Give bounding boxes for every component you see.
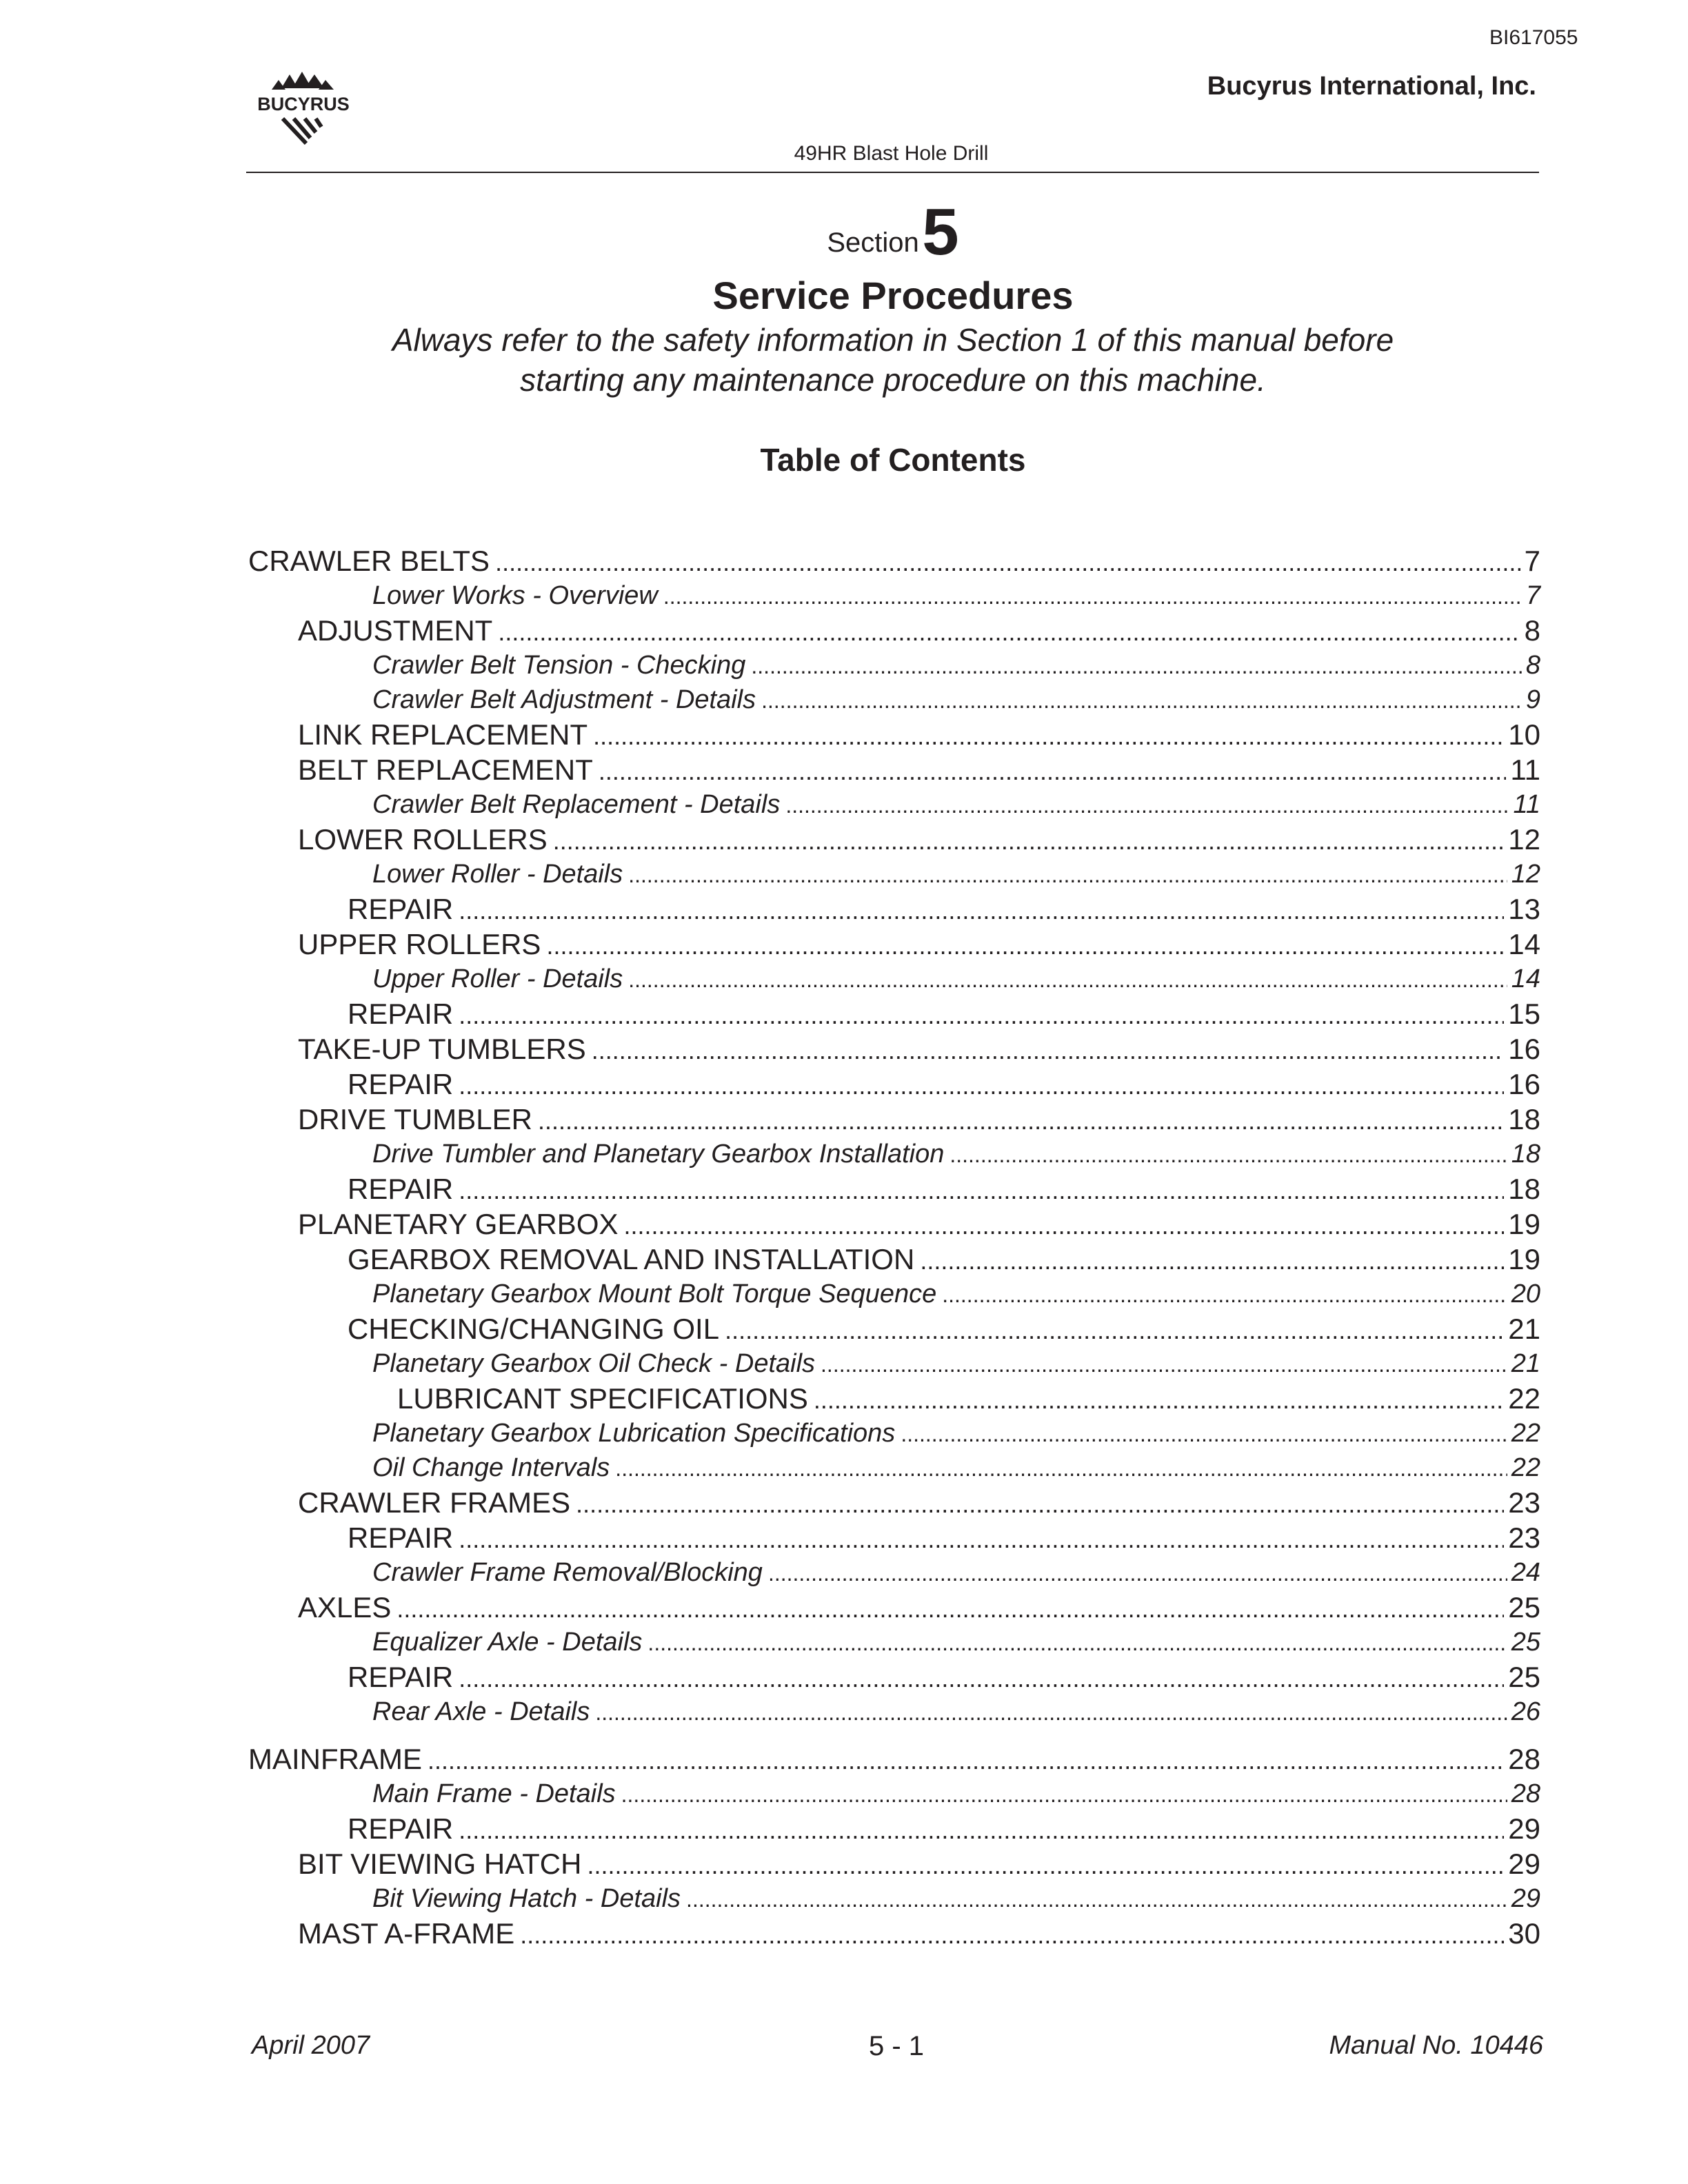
toc-dot-leader — [624, 1208, 1505, 1243]
toc-entry-title: Crawler Frame Removal/Blocking — [372, 1558, 763, 1587]
toc-dot-leader — [576, 1486, 1504, 1521]
toc-entry-page: 25 — [1508, 1661, 1540, 1693]
toc-entry[interactable] — [248, 1916, 1540, 1951]
toc-entry-page: 22 — [1511, 1419, 1540, 1448]
toc-entry-title: Lower Roller - Details — [372, 860, 623, 889]
toc-entry-page: 13 — [1508, 893, 1540, 925]
toc-entry-title: REPAIR — [348, 893, 454, 925]
toc-dot-leader — [459, 1812, 1504, 1848]
toc-dot-leader — [942, 1277, 1507, 1312]
toc-entry[interactable] — [248, 1695, 1540, 1729]
toc-entry-page: 18 — [1511, 1140, 1540, 1169]
toc-entry[interactable] — [248, 1311, 1540, 1346]
toc-entry-title: REPAIR — [348, 998, 454, 1030]
toc-entry-title: AXLES — [298, 1591, 392, 1624]
section-number: 5 — [922, 195, 959, 269]
toc-entry[interactable] — [248, 648, 1540, 682]
toc-entry[interactable] — [248, 1066, 1540, 1102]
toc-dot-leader — [686, 1882, 1507, 1917]
section-label: Section — [827, 228, 919, 258]
toc-dot-leader — [553, 823, 1505, 858]
toc-entry[interactable] — [248, 1416, 1540, 1450]
toc-entry[interactable] — [248, 1485, 1540, 1520]
toc-entry[interactable] — [248, 1625, 1540, 1659]
toc-entry[interactable] — [248, 1381, 1540, 1416]
toc-entry-page: 11 — [1510, 754, 1540, 786]
toc-entry[interactable] — [248, 1206, 1540, 1242]
svg-text:BUCYRUS: BUCYRUS — [257, 94, 350, 114]
toc-dot-leader — [520, 1917, 1504, 1952]
toc-entry-title: LOWER ROLLERS — [298, 823, 547, 856]
toc-entry-page: 22 — [1511, 1453, 1540, 1482]
toc-entry-page: 29 — [1511, 1884, 1540, 1913]
toc-dot-leader — [628, 962, 1507, 997]
toc-entry-page: 28 — [1511, 1779, 1540, 1808]
toc-entry[interactable] — [248, 1520, 1540, 1555]
toc-dot-leader — [546, 928, 1504, 963]
toc-entry[interactable] — [248, 1846, 1540, 1881]
toc-entry-page: 19 — [1508, 1208, 1540, 1240]
toc-dot-leader — [396, 1591, 1504, 1626]
toc-entry[interactable] — [248, 1277, 1540, 1311]
toc-dot-leader — [751, 649, 1521, 683]
page-title: Service Procedures — [712, 274, 1074, 317]
toc-entry-title: MAST A-FRAME — [298, 1917, 515, 1950]
toc-entry-page: 12 — [1508, 823, 1540, 856]
toc-entry[interactable] — [248, 682, 1540, 717]
toc-entry-title: BIT VIEWING HATCH — [298, 1848, 582, 1880]
toc-entry-page: 18 — [1508, 1103, 1540, 1135]
footer-manual-number: Manual No. 10446 — [1329, 2031, 1543, 2060]
toc-dot-leader — [459, 1661, 1504, 1696]
toc-entry-page: 28 — [1508, 1743, 1540, 1775]
toc-entry-title: Upper Roller - Details — [372, 964, 623, 993]
toc-dot-leader — [459, 1521, 1504, 1557]
toc-entry-title: GEARBOX REMOVAL AND INSTALLATION — [348, 1243, 915, 1275]
toc-entry-page: 7 — [1525, 581, 1540, 610]
safety-note — [0, 320, 1688, 400]
toc-entry[interactable] — [248, 717, 1540, 752]
toc-dot-leader — [459, 1173, 1504, 1208]
toc-dot-leader — [647, 1626, 1507, 1660]
toc-entry-title: LINK REPLACEMENT — [298, 718, 588, 751]
document-id: BI617055 — [1489, 26, 1578, 49]
toc-entry-page: 20 — [1511, 1280, 1540, 1308]
toc-entry-title: Lower Works - Overview — [372, 581, 658, 610]
bucyrus-logo-icon — [241, 70, 365, 153]
toc-dot-leader — [459, 998, 1504, 1033]
toc-entry-title: REPAIR — [348, 1812, 454, 1845]
toc-entry-page: 25 — [1511, 1628, 1540, 1657]
toc-entry-page: 21 — [1511, 1349, 1540, 1378]
toc-dot-leader — [663, 579, 1522, 614]
toc-dot-leader — [538, 1103, 1504, 1138]
toc-entry-title: Equalizer Axle - Details — [372, 1628, 643, 1657]
toc-dot-leader — [495, 545, 1520, 580]
toc-entry-title: LUBRICANT SPECIFICATIONS — [397, 1382, 808, 1415]
toc-entry-title: DRIVE TUMBLER — [298, 1103, 532, 1135]
toc-entry[interactable] — [248, 613, 1540, 648]
toc-entry-page: 12 — [1511, 860, 1540, 889]
toc-entry-title: REPAIR — [348, 1661, 454, 1693]
toc-entry[interactable] — [248, 578, 1540, 613]
toc-dot-leader — [761, 683, 1522, 718]
toc-entry-page: 14 — [1511, 964, 1540, 993]
toc-dot-leader — [950, 1138, 1507, 1172]
toc-dot-leader — [621, 1777, 1507, 1812]
toc-entry[interactable] — [248, 1590, 1540, 1625]
toc-entry-title: Crawler Belt Adjustment - Details — [372, 685, 756, 714]
toc-entry-title: Planetary Gearbox Lubrication Specifications — [372, 1419, 896, 1448]
toc-entry-title: CHECKING/CHANGING OIL — [348, 1313, 720, 1345]
toc-entry[interactable] — [248, 962, 1540, 996]
toc-entry-page: 23 — [1508, 1486, 1540, 1519]
toc-entry[interactable] — [248, 891, 1540, 927]
toc-dot-leader — [785, 788, 1509, 822]
toc-entry-page: 24 — [1511, 1558, 1540, 1587]
toc-entry-title: Drive Tumbler and Planetary Gearbox Installation — [372, 1140, 945, 1169]
toc-entry[interactable] — [248, 1659, 1540, 1695]
toc-entry[interactable] — [248, 1741, 1540, 1777]
toc-entry-page: 19 — [1508, 1243, 1540, 1275]
toc-entry-title: REPAIR — [348, 1173, 454, 1205]
toc-entry-page: 25 — [1508, 1591, 1540, 1624]
toc-dot-leader — [498, 614, 1520, 649]
toc-entry[interactable] — [248, 996, 1540, 1031]
toc-entry[interactable] — [248, 1811, 1540, 1846]
toc-entry-title: UPPER ROLLERS — [298, 928, 541, 960]
toc-entry-title: Crawler Belt Tension - Checking — [372, 651, 746, 680]
toc-entry-page: 18 — [1508, 1173, 1540, 1205]
toc-dot-leader — [814, 1382, 1504, 1417]
toc-entry[interactable] — [248, 927, 1540, 962]
toc-dot-leader — [768, 1556, 1507, 1590]
toc-entry-page: 23 — [1508, 1521, 1540, 1554]
toc-entry-page: 11 — [1513, 790, 1540, 819]
toc-entry-title: CRAWLER FRAMES — [298, 1486, 571, 1519]
toc-entry[interactable] — [248, 1450, 1540, 1485]
toc-entry-title: Crawler Belt Replacement - Details — [372, 790, 781, 819]
toc-entry-page: 29 — [1508, 1812, 1540, 1845]
toc-entry[interactable] — [248, 787, 1540, 822]
toc-entry-title: Oil Change Intervals — [372, 1453, 610, 1482]
toc-entry-page: 16 — [1508, 1068, 1540, 1100]
toc-dot-leader — [599, 754, 1506, 789]
toc-entry-page: 30 — [1508, 1917, 1540, 1950]
toc-entry-title: PLANETARY GEARBOX — [298, 1208, 619, 1240]
toc-dot-leader — [428, 1743, 1504, 1778]
toc-entry[interactable] — [248, 1137, 1540, 1171]
toc-entry-title: REPAIR — [348, 1521, 454, 1554]
safety-note-line-1: Always refer to the safety information in Section 1 of this manual before — [392, 322, 1394, 358]
footer-date: April 2007 — [252, 2031, 370, 2060]
toc-entry[interactable] — [248, 857, 1540, 891]
toc-entry[interactable] — [248, 1346, 1540, 1381]
toc-dot-leader — [920, 1243, 1504, 1278]
toc-entry-page: 15 — [1508, 998, 1540, 1030]
toc-entry-page: 21 — [1508, 1313, 1540, 1345]
company-name: Bucyrus International, Inc. — [1207, 72, 1536, 101]
toc-dot-leader — [628, 858, 1507, 892]
header-divider — [246, 172, 1539, 173]
toc-dot-leader — [901, 1417, 1507, 1451]
toc-dot-leader — [615, 1451, 1507, 1486]
toc-entry[interactable] — [248, 1171, 1540, 1206]
toc-entry[interactable] — [248, 1777, 1540, 1811]
toc-entry-page: 14 — [1508, 928, 1540, 960]
toc-entry-title: Planetary Gearbox Oil Check - Details — [372, 1349, 816, 1378]
toc-entry-page: 8 — [1525, 651, 1540, 680]
machine-name: 49HR Blast Hole Drill — [794, 142, 989, 165]
toc-entry[interactable] — [248, 822, 1540, 857]
toc-entry-title: Bit Viewing Hatch - Details — [372, 1884, 681, 1913]
toc-dot-leader — [459, 893, 1504, 928]
toc-dot-leader — [593, 718, 1504, 754]
toc-dot-leader — [592, 1033, 1505, 1068]
toc-entry-title: REPAIR — [348, 1068, 454, 1100]
toc-entry-page: 22 — [1508, 1382, 1540, 1415]
toc-entry[interactable] — [248, 1031, 1540, 1066]
toc-entry-page: 8 — [1524, 614, 1540, 647]
footer-page-number: 5 - 1 — [868, 2031, 925, 2061]
toc-entry-page: 16 — [1508, 1033, 1540, 1065]
toc-entry-title: MAINFRAME — [248, 1743, 422, 1775]
toc-entry-page: 29 — [1508, 1848, 1540, 1880]
toc-entry-title: BELT REPLACEMENT — [298, 754, 593, 786]
toc-heading: Table of Contents — [760, 442, 1026, 478]
toc-entry-title: CRAWLER BELTS — [248, 545, 490, 577]
toc-entry[interactable] — [248, 1102, 1540, 1137]
toc-entry-page: 9 — [1525, 685, 1540, 714]
toc-entry-title: ADJUSTMENT — [298, 614, 493, 647]
toc-entry-page: 7 — [1524, 545, 1540, 577]
toc-dot-leader — [725, 1313, 1504, 1348]
toc-entry-title: Main Frame - Details — [372, 1779, 616, 1808]
toc-entry[interactable] — [248, 752, 1540, 787]
toc-entry-title: TAKE-UP TUMBLERS — [298, 1033, 586, 1065]
toc-entry[interactable] — [248, 1881, 1540, 1916]
toc-entry[interactable] — [248, 1555, 1540, 1590]
section-heading — [0, 194, 1688, 270]
toc-entry-page: 26 — [1511, 1697, 1540, 1726]
toc-dot-leader — [459, 1068, 1504, 1103]
toc-entry[interactable] — [248, 1242, 1540, 1277]
table-of-contents — [248, 543, 1540, 1951]
toc-entry[interactable] — [248, 543, 1540, 578]
toc-dot-leader — [595, 1695, 1507, 1730]
toc-dot-leader — [587, 1848, 1504, 1883]
toc-entry-page: 10 — [1508, 718, 1540, 751]
safety-note-line-2: starting any maintenance procedure on this machine. — [520, 362, 1266, 398]
toc-entry-title: Planetary Gearbox Mount Bolt Torque Sequence — [372, 1280, 937, 1308]
toc-entry-title: Rear Axle - Details — [372, 1697, 590, 1726]
toc-dot-leader — [821, 1347, 1507, 1382]
